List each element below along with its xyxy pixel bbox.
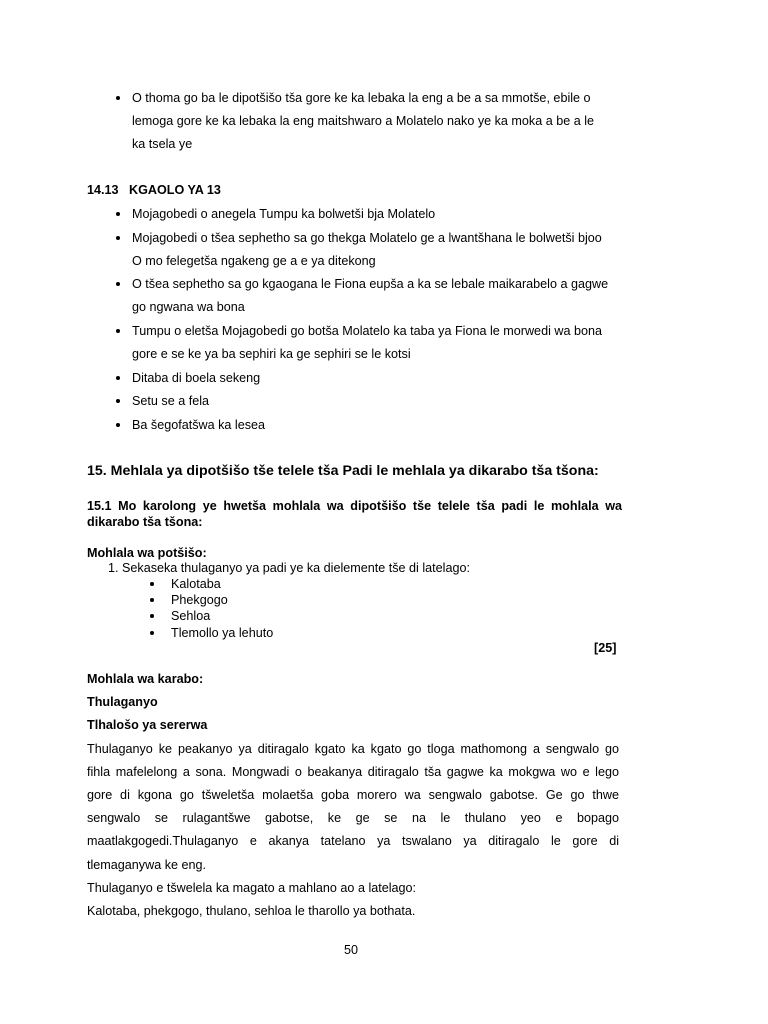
intro-bullet-line-3: ka tsela ye — [132, 137, 193, 151]
question-bullet-sehloa: Sehloa — [171, 609, 211, 623]
bullet-dot — [150, 598, 154, 602]
intro-bullet-line-2: lemoga gore ke ka lebaka la eng maitshwaro a Molatelo nako ye ka moka a be a le — [132, 114, 595, 128]
summary-bullet-1: Mojagobedi o anegela Tumpu ka bolwetši bja Molatelo — [132, 207, 436, 221]
bullet-dot — [116, 236, 120, 240]
section-14-13-title: KGAOLO YA 13 — [129, 183, 221, 197]
summary-bullet-2-line-2: O mo felegetša ngakeng ge a e ya ditekong — [132, 254, 376, 268]
answer-title: Thulaganyo — [87, 695, 158, 709]
bullet-dot — [116, 399, 120, 403]
paragraph-line-6: tlemaganywa ke eng. — [87, 858, 207, 872]
bullet-dot — [150, 614, 154, 618]
marks-label: [25] — [594, 641, 617, 655]
summary-bullet-3-line-1: O tšea sephetho sa go kgaogana le Fiona eupša a ka se lebale maikarabelo a gagwe — [132, 277, 609, 291]
question-bullet-kalotaba: Kalotaba — [171, 577, 221, 591]
answer-label: Mohlala wa karabo: — [87, 672, 204, 686]
section-14-13-number: 14.13 — [87, 183, 119, 197]
paragraph-line-5: maatlakgogedi.Thulaganyo e akanya tatelano ya tswalano ya ditiragalo le gore di — [87, 834, 619, 848]
summary-bullet-3-line-2: go ngwana wa bona — [132, 300, 245, 314]
summary-bullet-4-line-1: Tumpu o eletša Mojagobedi go botša Molatelo ka taba ya Fiona le morwedi wa bona — [132, 324, 602, 338]
closing-line-1: Thulaganyo e tšwelela ka magato a mahlano ao a latelago: — [87, 881, 417, 895]
bullet-dot — [116, 96, 120, 100]
paragraph-line-4: sengwalo se rulagantšwe gabotse, ke ge se na le thulano yeo e bopago — [87, 811, 619, 825]
summary-bullet-4-line-2: gore e se ke ya ba sephiri ka ge sephiri se le kotsi — [132, 347, 411, 361]
section-15-1-heading-line-1: 15.1 Mo karolong ye hwetša mohlala wa dipotšišo tše telele tša padi le mohlala wa — [87, 499, 622, 513]
paragraph-line-3: gore di kgona go tšweletša molaetša goba morero wa sengwalo gabotse. Ge go thwe — [87, 788, 619, 802]
summary-bullet-2-line-1: Mojagobedi o tšea sephetho sa go thekga Molatelo ge a lwantšhana le bolwetši bjoo — [132, 231, 602, 245]
section-15-heading: 15. Mehlala ya dipotšišo tše telele tša Padi le mehlala ya dikarabo tša tšona: — [87, 463, 599, 479]
summary-bullet-5: Ditaba di boela sekeng — [132, 371, 261, 385]
bullet-dot — [150, 631, 154, 635]
bullet-dot — [116, 282, 120, 286]
bullet-dot — [116, 376, 120, 380]
question-bullet-phekgogo: Phekgogo — [171, 593, 228, 607]
page-number: 50 — [344, 943, 359, 957]
summary-bullet-7: Ba šegofatšwa ka lesea — [132, 418, 266, 432]
bullet-dot — [150, 582, 154, 586]
paragraph-line-1: Thulaganyo ke peakanyo ya ditiragalo kgato ka kgato go tloga mathomong a sengwalo go — [87, 742, 619, 756]
question-label: Mohlala wa potšišo: — [87, 546, 207, 560]
summary-bullet-6: Setu se a fela — [132, 394, 210, 408]
bullet-dot — [116, 423, 120, 427]
question-item-1: 1. Sekaseka thulaganyo ya padi ye ka dielemente tše di latelago: — [108, 561, 470, 575]
closing-line-2: Kalotaba, phekgogo, thulano, sehloa le tharollo ya bothata. — [87, 904, 416, 918]
bullet-dot — [116, 212, 120, 216]
section-15-1-heading-line-2: dikarabo tša tšona: — [87, 515, 203, 529]
bullet-dot — [116, 329, 120, 333]
paragraph-line-2: fihla mafelelong a sona. Mongwadi o beakanya ditiragalo tša gagwe ka mokgwa wo e lego — [87, 765, 619, 779]
answer-subtitle: Tlhalošo ya sererwa — [87, 718, 208, 732]
intro-bullet-line-1: O thoma go ba le dipotšišo tša gore ke ka lebaka la eng a be a sa mmotše, ebile o — [132, 91, 591, 105]
question-bullet-tlemollo: Tlemollo ya lehuto — [171, 626, 274, 640]
